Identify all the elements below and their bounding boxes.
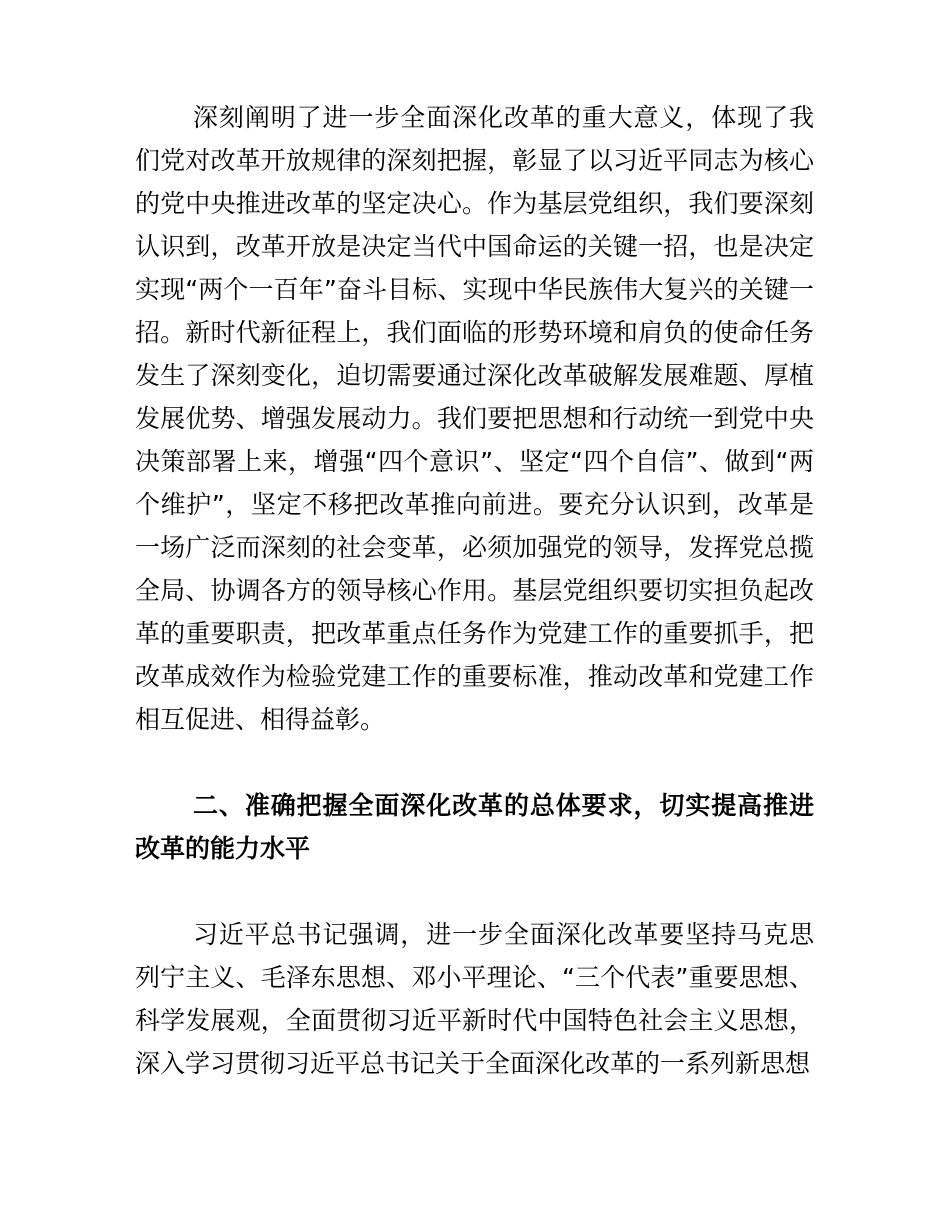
paragraph-continuation: 深刻阐明了进一步全面深化改革的重大意义，体现了我们党对改革开放规律的深刻把握，彰显了以习近平同志为核心的党中央推进改革的坚定决心。作为基层党组织，我们要深刻认识到，改革开放是决定当代中国命运的关键一招，也是决定实现“两个一百年”奋斗目标、实现中华民族伟大复兴的关键一招。新时代新征程上，我们面临的形势环境和肩负的使命任务发生了深刻变化，迫切需要通过深化改革破解发展难题、厚植发展优势、增强发展动力。我们要把思想和行动统一到党中央决策部署上来，增强“四个意识”、坚定“四个自信”、做到“两个维护”，坚定不移把改革推向前进。要充分认识到，改革是一场广泛而深刻的社会变革，必须加强党的领导，发挥党总揽全局、协调各方的领导核心作用。基层党组织要切实担负起改革的重要职责，把改革重点任务作为党建工作的重要抓手，把改革成效作为检验党建工作的重要标准，推动改革和党建工作相互促进、相得益彰。 xyxy=(135,103,814,734)
paragraph-section-two-body: 习近平总书记强调，进一步全面深化改革要坚持马克思列宁主义、毛泽东思想、邓小平理论、“三个代表”重要思想、科学发展观，全面贯彻习近平新时代中国特色社会主义思想，深入学习贯彻习近平总书记关于全面深化改革的一系列新思想 xyxy=(135,920,814,1078)
section-heading-two: 二、准确把握全面深化改革的总体要求，切实提高推进改革的能力水平 xyxy=(135,791,814,863)
document-text-body xyxy=(135,96,814,1085)
